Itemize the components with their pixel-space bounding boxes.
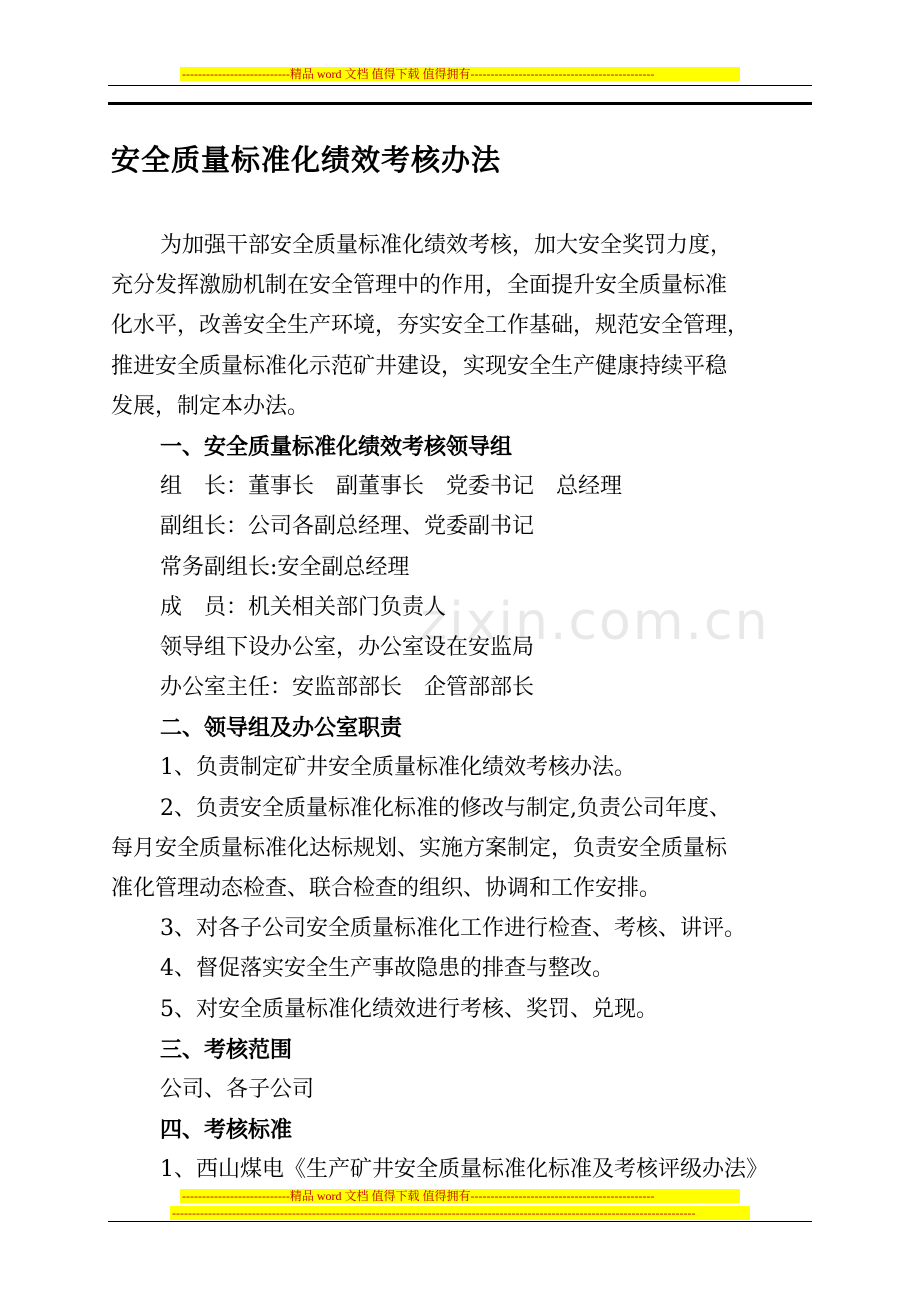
leader-line: 成 员：机关相关部门负责人 xyxy=(160,594,447,620)
standard-item: 1、西山煤电《生产矿井安全质量标准化标准及考核评级办法》 xyxy=(160,1157,768,1183)
duty-item: 1、负责制定矿井安全质量标准化绩效考核办法。 xyxy=(160,755,636,781)
watermark: zixin.com.cn xyxy=(420,592,770,652)
duty-item-cont: 每月安全质量标准化达标规划、实施方案制定，负责安全质量标 xyxy=(111,835,728,861)
footer-banner-dashes: ----------------------------------------------------------------------------------------------------------------------------------- xyxy=(170,1206,750,1220)
footer-banner: ---------------------------精品 word 文档 值得下载 值得拥有---------------------------------------------- xyxy=(180,1189,740,1203)
intro-line: 充分发挥激励机制在安全管理中的作用，全面提升安全质量标准 xyxy=(111,273,728,299)
leader-line: 办公室主任：安监部部长 企管部部长 xyxy=(160,675,535,701)
duty-item: 3、对各子公司安全质量标准化工作进行检查、考核、讲评。 xyxy=(160,916,746,942)
section-heading-3: 三、考核范围 xyxy=(160,1036,293,1063)
header-rule-top xyxy=(108,85,812,86)
duty-item: 4、督促落实安全生产事故隐患的排查与整改。 xyxy=(160,956,614,982)
section-heading-4: 四、考核标准 xyxy=(160,1117,293,1144)
document-title: 安全质量标准化绩效考核办法 xyxy=(111,143,502,177)
leader-line: 组 长：董事长 副董事长 党委书记 总经理 xyxy=(160,474,623,500)
leader-line: 副组长：公司各副总经理、党委副书记 xyxy=(160,514,535,540)
section-heading-1: 一、安全质量标准化绩效考核领导组 xyxy=(160,433,513,460)
document-body xyxy=(111,226,811,1191)
section-heading-2: 二、领导组及办公室职责 xyxy=(160,715,403,742)
intro-line: 发展，制定本办法。 xyxy=(111,393,310,419)
header-rule-double xyxy=(108,102,812,105)
header-banner: ---------------------------精品 word 文档 值得下载 值得拥有---------------------------------------------- xyxy=(180,67,740,81)
leader-line: 领导组下设办公室，办公室设在安监局 xyxy=(160,634,535,660)
intro-line: 推进安全质量标准化示范矿井建设，实现安全生产健康持续平稳 xyxy=(111,353,728,379)
duty-item: 2、负责安全质量标准化标准的修改与制定,负责公司年度、 xyxy=(160,795,731,821)
footer-rule xyxy=(108,1221,812,1222)
duty-item: 5、对安全质量标准化绩效进行考核、奖罚、兑现。 xyxy=(160,996,658,1022)
intro-line: 化水平，改善安全生产环境，夯实安全工作基础，规范安全管理， xyxy=(111,313,750,339)
leader-line: 常务副组长:安全副总经理 xyxy=(160,554,410,580)
duty-item-cont: 准化管理动态检查、联合检查的组织、协调和工作安排。 xyxy=(111,876,662,901)
intro-line: 为加强干部安全质量标准化绩效考核，加大安全奖罚力度， xyxy=(160,233,733,258)
scope-text: 公司、各子公司 xyxy=(160,1076,315,1102)
